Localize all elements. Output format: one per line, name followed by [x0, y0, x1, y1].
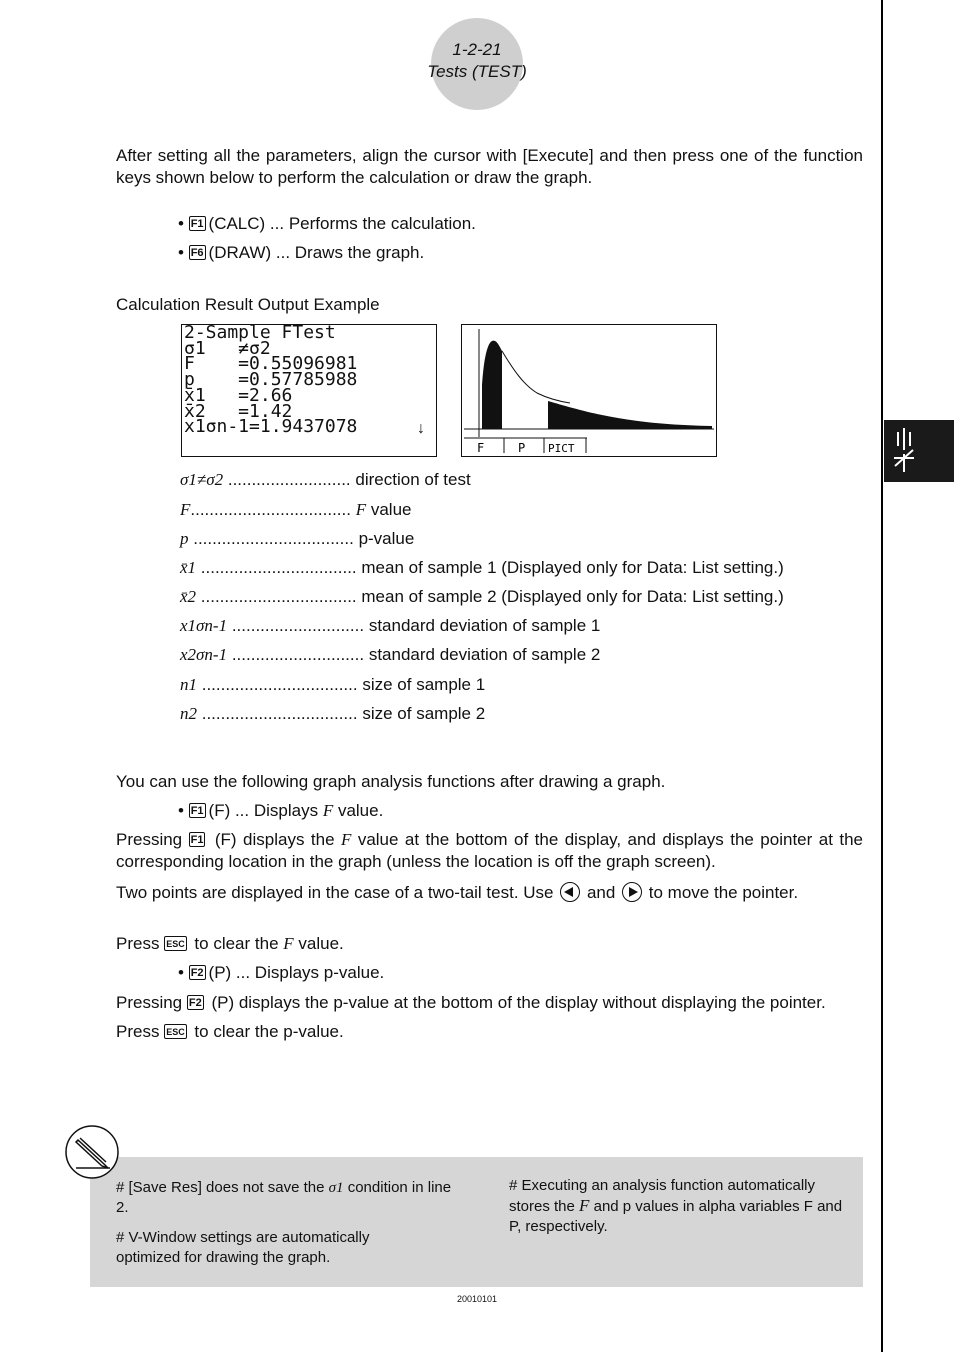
legend-symbol: p — [180, 529, 189, 548]
screen-line: F =0.55096981 — [184, 353, 358, 375]
note-v-window: # V-Window settings are automatically optimized for drawing the graph. — [116, 1229, 370, 1266]
menu-f: F — [477, 441, 485, 455]
text: Two points are displayed in the case of a two-tail test. Use — [116, 883, 559, 902]
legend-symbol: n1 — [180, 675, 197, 694]
bullet-draw: • F6 (DRAW) ... Draws the graph. — [178, 243, 425, 262]
text: to clear the p-value. — [189, 1022, 344, 1041]
var-f: F — [579, 1196, 590, 1215]
screen-line: x1σn-1=1.9437078 — [184, 416, 358, 438]
legend-row — [180, 615, 600, 637]
text: and p values in alpha variables F and P, respectively. — [509, 1198, 843, 1235]
esc-clear-f — [116, 933, 344, 955]
bullet-text: value. — [333, 801, 384, 820]
density-curve — [502, 351, 570, 403]
f-distribution-graph — [462, 325, 716, 456]
text: (F) displays the — [208, 830, 341, 849]
bullet-f-value: • F1 (F) ... Displays F value. — [178, 801, 384, 820]
f2-key-icon: F2 — [188, 997, 202, 1009]
legend-row — [180, 528, 414, 550]
legend-row — [180, 586, 784, 608]
text: # [Save Res] does not save the — [116, 1179, 329, 1196]
legend-symbol: x2σn-1 — [180, 645, 228, 664]
f1-key-icon: F1 — [190, 834, 204, 846]
legend-desc: mean of sample 2 (Displayed only for Data: List setting.) — [361, 587, 784, 606]
legend-desc: p-value — [358, 529, 415, 548]
bullet-draw-text: (DRAW) ... Draws the graph. — [208, 243, 425, 262]
var-f: F — [322, 801, 334, 820]
text: Press — [116, 934, 165, 953]
section-title: Tests (TEST) — [427, 62, 527, 81]
text: (P) displays the p-value at the bottom of the display without displaying the pointer. — [206, 993, 826, 1012]
note-analysis — [509, 1176, 844, 1237]
legend-row — [180, 644, 600, 666]
left-tail-area — [482, 341, 502, 429]
right-tail-area — [548, 401, 712, 429]
text: value at the bottom of the display, and displays the pointer at the corresponding location in the graph (unless the location is off the graph screen). — [116, 830, 863, 871]
bullet-text: (F) ... Displays — [208, 801, 323, 820]
legend-symbol: F — [180, 500, 191, 519]
f1-key-icon: F1 — [190, 218, 204, 230]
text: to move the pointer. — [644, 883, 799, 902]
pencil-note-icon — [64, 1124, 120, 1180]
esc-key-icon: ESC — [164, 1024, 187, 1039]
chapter-tab — [884, 420, 954, 482]
screen-line: σ1 ≠σ2 — [184, 337, 271, 359]
f-distribution-graph-screen — [461, 324, 717, 457]
legend-desc: standard deviation of sample 1 — [368, 616, 601, 635]
legend-row — [180, 469, 471, 491]
legend-leader: .................................. — [190, 500, 351, 519]
text: value. — [293, 934, 344, 953]
screen-line: x̄2 =1.42 — [184, 400, 293, 422]
legend-desc: mean of sample 1 (Displayed only for Data: List setting.) — [361, 558, 784, 577]
text: condition in line 2. — [116, 1179, 452, 1216]
legend-symbol: n2 — [180, 704, 197, 723]
screen-line: p =0.57785988 — [184, 369, 358, 391]
legend-leader: .......................... — [227, 470, 351, 489]
legend-desc-var: F — [355, 500, 367, 519]
legend-symbol: σ1≠σ2 — [180, 470, 224, 489]
var-f: F — [283, 934, 294, 953]
menu-p: P — [518, 441, 526, 455]
legend-leader: ................................. — [200, 587, 357, 606]
stat-symbol-icon — [884, 420, 954, 482]
bullet-text: (P) ... Displays p-value. — [208, 963, 385, 982]
bullet-p-value: • F2 (P) ... Displays p-value. — [178, 963, 385, 982]
screen-line: x̄1 =2.66 — [184, 384, 293, 406]
bullet-calc: • F1 (CALC) ... Performs the calculation. — [178, 214, 476, 233]
legend-leader: ............................ — [231, 645, 365, 664]
f6-key-icon: F6 — [190, 247, 204, 259]
text: Pressing — [116, 830, 189, 849]
text: to clear the — [189, 934, 284, 953]
text: Press — [116, 1022, 165, 1041]
var-f: F — [340, 830, 352, 849]
legend-row — [180, 674, 485, 696]
legend-leader: ................................. — [201, 675, 358, 694]
legend-symbol: x̄2 — [180, 587, 197, 606]
example-heading: Calculation Result Output Example — [116, 295, 380, 314]
text: # Executing an analysis function automatically stores the — [509, 1177, 816, 1215]
legend-desc: direction of test — [355, 470, 471, 489]
legend-row — [180, 557, 784, 579]
legend-desc: standard deviation of sample 2 — [368, 645, 601, 664]
legend-leader: ................................. — [200, 558, 357, 577]
menu-pict: PICT — [548, 442, 575, 455]
bullet-calc-text: (CALC) ... Performs the calculation. — [208, 214, 476, 233]
right-arrow-key-icon — [622, 882, 642, 902]
f1-description — [116, 829, 863, 873]
legend-row — [180, 703, 485, 725]
f2-description — [116, 992, 826, 1014]
legend-leader: ................................. — [201, 704, 358, 723]
legend-symbol: x̄1 — [180, 558, 197, 577]
f2-key-icon: F2 — [190, 967, 204, 979]
f1-key-icon: F1 — [190, 805, 204, 817]
legend-desc: value — [366, 500, 412, 519]
text: Pressing — [116, 993, 187, 1012]
page-number: 1-2-21 — [452, 40, 502, 59]
sigma-symbol: σ1 — [328, 1180, 344, 1196]
legend-desc: size of sample 2 — [362, 704, 486, 723]
screen-line: 2-Sample FTest — [184, 322, 336, 343]
legend-row — [180, 499, 411, 521]
legend-symbol: x1σn-1 — [180, 616, 228, 635]
legend-leader: ............................ — [231, 616, 365, 635]
analysis-intro: You can use the following graph analysis functions after drawing a graph. — [116, 772, 666, 791]
right-margin-rule — [881, 0, 883, 1352]
footer-code: 20010101 — [456, 1294, 498, 1304]
legend-desc: size of sample 1 — [362, 675, 486, 694]
two-points-text — [116, 882, 798, 904]
esc-key-icon: ESC — [164, 936, 187, 951]
scroll-down-icon: ↓ — [417, 420, 425, 437]
intro-paragraph: After setting all the parameters, align the cursor with [Execute] and then press one of the function keys shown below to perform the calculation or draw the graph. — [116, 146, 863, 187]
text: and — [582, 883, 621, 902]
calc-result-lines — [184, 322, 358, 438]
legend-leader: .................................. — [193, 529, 354, 548]
note-save-res — [116, 1178, 456, 1218]
esc-clear-p — [116, 1021, 344, 1043]
left-arrow-key-icon — [560, 882, 580, 902]
